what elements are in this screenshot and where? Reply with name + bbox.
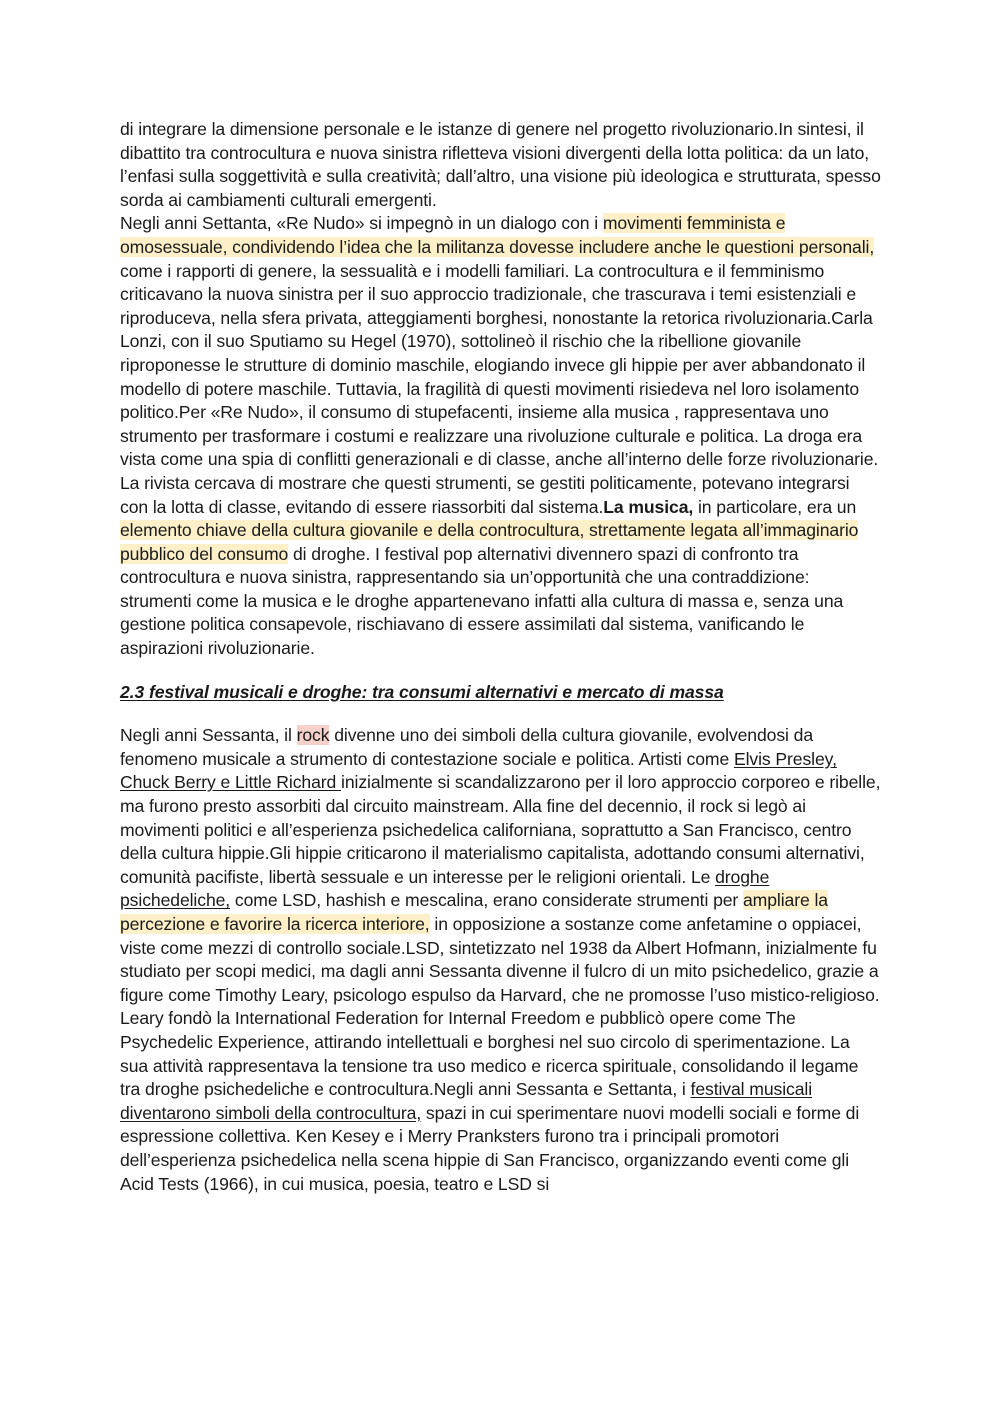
text-run: inizialmente si scandalizzarono per il loro approccio corporeo e ribelle, ma furono presto assorbiti dal circuito mainstream. Alla fine del decennio, il rock si legò ai movimenti politici e all’esperienza psichedelica californiana, soprattutto a San Francisco, centro della cultura hippie.Gli hippie criticarono il materialismo capitalista, adottando consumi alternativi, comunità pacifiste, libertà sessuale e un interesse per le religioni orientali. Le [120,772,881,887]
text-run: in opposizione a sostanze come anfetamine o oppiacei, viste come mezzi di controllo sociale.LSD, sintetizzato nel 1938 da Albert Hofmann, inizialmente fu studiato per scopi medici, ma dagli anni Sessanta divenne il fulcro di un mito psichedelico, grazie a figure come Timothy Leary, psicologo espulso da Harvard, che ne promosse l’uso mistico-religioso. Leary fondò la International Federation for Internal Freedom e pubblicò opere come The Psychedelic Experience, attirando intellettuali e borghesi nel suo circolo di sperimentazione. La sua attività rappresentava la tensione tra uso medico e ricerca spirituale, consolidando il legame tra droghe psichedeliche e controcultura.Negli anni Sessanta e Settanta, i [120,914,880,1100]
underlined-text: festival musicali diventarono simboli della controcultura, [120,1079,813,1123]
highlighted-text-red: rock [296,725,330,746]
text-run: in particolare, era un [693,496,857,517]
bold-text: La musica, [603,496,694,517]
page-body [120,118,882,1196]
text-run: Negli anni Settanta, «Re Nudo» si impegnò in un dialogo con i [120,213,603,234]
text-run: come i rapporti di genere, la sessualità e i modelli familiari. La controcultura e il femminismo criticavano la nuova sinistra per il suo approccio tradizionale, che trascurava i temi esistenziali e riproduceva, nella sfera privata, atteggiamenti borghesi, nonostante la retorica rivoluzionaria.Carla Lonzi, con il suo Sputiamo su Hegel (1970), sottolineò il rischio che la ribellione giovanile riproponesse le strutture di dominio maschile, elogiando invece gli hippie per aver abbandonato il modello di potere maschile. Tuttavia, la fragilità di questi movimenti risiedeva nel loro isolamento politico.Per «Re Nudo», il consumo di stupefacenti, insieme alla musica , rappresentava uno strumento per trasformare i costumi e realizzare una rivoluzione culturale e politica. La droga era vista come una spia di conflitti generazionali e di classe, anche all’interno delle forze rivoluzionarie. La rivista cercava di mostrare che questi strumenti, se gestiti politicamente, potevano integrarsi con la lotta di classe, evitando di essere riassorbiti dal sistema. [120,260,879,517]
paragraph-rock [120,724,882,1196]
highlighted-text: elemento chiave della cultura giovanile e della controcultura, strettamente legata all’immaginario pubblico del consumo [120,520,859,564]
text-run: di droghe. I festival pop alternativi divennero spazi di confronto tra controcultura e nuova sinistra, rappresentando sia un’opportunità che una contraddizione: strumenti come la musica e le droghe appartenevano infatti alla cultura di massa e, senza una gestione politica consapevole, rischiavano di essere assimilati dal sistema, vanificando le aspirazioni rivoluzionarie. [120,543,844,659]
underlined-text: Elvis Presley, Chuck Berry e Little Richard [120,748,837,793]
text-run: come LSD, hashish e mescalina, erano considerate strumenti per [230,890,743,911]
highlighted-text: ampliare la percezione e favorire la ricerca interiore, [120,890,828,934]
underlined-text: droghe psichedeliche, [120,866,770,911]
text-run: spazi in cui sperimentare nuovi modelli sociali e forme di espressione collettiva. Ken Kesey e i Merry Pranksters furono tra i principali promotori dell’esperienza psichedelica nella scena hippie di San Francisco, organizzando eventi come gli Acid Tests (1966), in cui musica, poesia, teatro e LSD si [120,1102,860,1194]
section-heading: 2.3 festival musicali e droghe: tra consumi alternativi e mercato di massa [120,681,724,702]
highlighted-text: movimenti femminista e omosessuale, condividendo l’idea che la militanza dovesse includere anche le questioni personali, [120,213,875,257]
paragraph-intro: di integrare la dimensione personale e le istanze di genere nel progetto rivoluzionario.In sintesi, il dibattito tra controcultura e nuova sinistra rifletteva visioni divergenti della lotta politica: da un lato, l’enfasi sulla soggettività e sulla creatività; dall’altro, una visione più ideologica e strutturata, spesso sorda ai cambiamenti culturali emergenti. [120,119,881,210]
text-run: Negli anni Sessanta, il [120,725,297,746]
text-run: divenne uno dei simboli della cultura giovanile, evolvendosi da fenomeno musicale a strumento di contestazione sociale e politica. Artisti come [120,725,814,769]
paragraph-re-nudo [120,212,882,660]
